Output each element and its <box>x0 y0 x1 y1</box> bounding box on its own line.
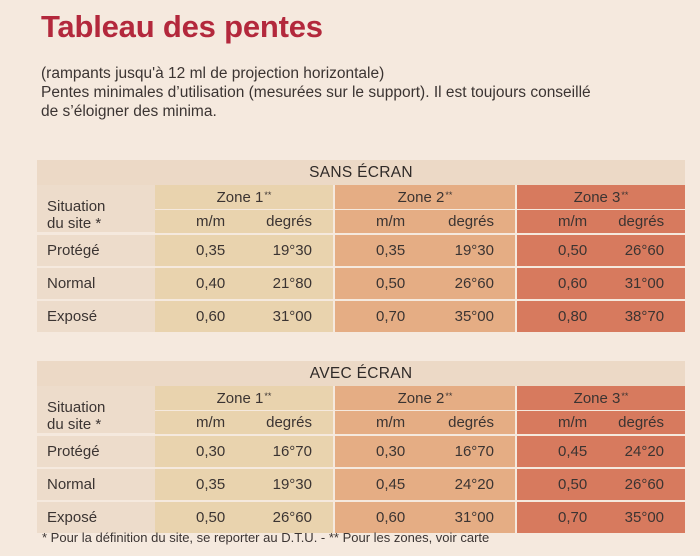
cell-deg: 16°70 <box>407 434 517 467</box>
cell-mm: 0,40 <box>155 266 225 299</box>
cell-mm: 0,35 <box>335 233 407 266</box>
cell-mm: 0,35 <box>155 467 225 500</box>
row-label: Normal <box>37 467 155 500</box>
cell-deg: 38°70 <box>587 299 685 332</box>
cell-deg: 31°00 <box>407 500 517 533</box>
cell-deg: 31°00 <box>225 299 335 332</box>
cell-mm: 0,50 <box>517 233 587 266</box>
intro-text <box>41 64 691 121</box>
row-label: Normal <box>37 266 155 299</box>
cell-deg: 19°30 <box>407 233 517 266</box>
table-caption: SANS ÉCRAN <box>37 160 685 185</box>
cell-deg: 16°70 <box>225 434 335 467</box>
page-title: Tableau des pentes <box>41 9 323 44</box>
intro-line-1: (rampants jusqu'à 12 ml de projection horizontale) <box>41 65 385 82</box>
deg-header: degrés <box>225 210 335 233</box>
cell-mm: 0,45 <box>335 467 407 500</box>
situation-header: Situation du site * <box>37 386 155 434</box>
zone-3-header: Zone 3** <box>517 386 685 411</box>
cell-mm: 0,70 <box>517 500 587 533</box>
zone-2-header: Zone 2** <box>335 386 517 411</box>
deg-header: degrés <box>587 210 685 233</box>
table-row <box>37 467 685 500</box>
cell-mm: 0,60 <box>335 500 407 533</box>
table-caption: AVEC ÉCRAN <box>37 361 685 386</box>
cell-deg: 24°20 <box>587 434 685 467</box>
mm-header: m/m <box>517 210 587 233</box>
cell-deg: 26°60 <box>225 500 335 533</box>
zone-2-header: Zone 2** <box>335 185 517 210</box>
zone-1-header: Zone 1** <box>155 386 335 411</box>
deg-header: degrés <box>587 411 685 434</box>
mm-header: m/m <box>335 210 407 233</box>
cell-mm: 0,30 <box>155 434 225 467</box>
cell-deg: 26°60 <box>587 467 685 500</box>
zone-1-header: Zone 1** <box>155 185 335 210</box>
mm-header: m/m <box>155 411 225 434</box>
cell-deg: 26°60 <box>587 233 685 266</box>
row-label: Exposé <box>37 299 155 332</box>
row-label: Exposé <box>37 500 155 533</box>
mm-header: m/m <box>155 210 225 233</box>
zone-3-header: Zone 3** <box>517 185 685 210</box>
deg-header: degrés <box>407 411 517 434</box>
cell-deg: 19°30 <box>225 233 335 266</box>
cell-mm: 0,35 <box>155 233 225 266</box>
cell-mm: 0,60 <box>155 299 225 332</box>
cell-deg: 19°30 <box>225 467 335 500</box>
cell-deg: 26°60 <box>407 266 517 299</box>
mm-header: m/m <box>517 411 587 434</box>
cell-mm: 0,70 <box>335 299 407 332</box>
cell-mm: 0,50 <box>335 266 407 299</box>
row-label: Protégé <box>37 434 155 467</box>
table-row <box>37 266 685 299</box>
cell-mm: 0,80 <box>517 299 587 332</box>
mm-header: m/m <box>335 411 407 434</box>
deg-header: degrés <box>225 411 335 434</box>
cell-mm: 0,50 <box>517 467 587 500</box>
cell-mm: 0,45 <box>517 434 587 467</box>
cell-deg: 21°80 <box>225 266 335 299</box>
intro-line-2: Pentes minimales d’utilisation (mesurées sur le support). Il est toujours conseillé <box>41 84 591 101</box>
cell-deg: 35°00 <box>587 500 685 533</box>
situation-header: Situation du site * <box>37 185 155 233</box>
cell-mm: 0,30 <box>335 434 407 467</box>
table-row <box>37 434 685 467</box>
cell-deg: 24°20 <box>407 467 517 500</box>
cell-deg: 31°00 <box>587 266 685 299</box>
slope-table-sans-ecran <box>37 160 685 332</box>
cell-deg: 35°00 <box>407 299 517 332</box>
row-label: Protégé <box>37 233 155 266</box>
deg-header: degrés <box>407 210 517 233</box>
table-row <box>37 299 685 332</box>
table-row <box>37 233 685 266</box>
cell-mm: 0,50 <box>155 500 225 533</box>
slope-table-avec-ecran <box>37 361 685 533</box>
cell-mm: 0,60 <box>517 266 587 299</box>
footnote: * Pour la définition du site, se reporter au D.T.U. - ** Pour les zones, voir carte <box>42 530 490 545</box>
table-row <box>37 500 685 533</box>
intro-line-3: de s’éloigner des minima. <box>41 103 217 120</box>
